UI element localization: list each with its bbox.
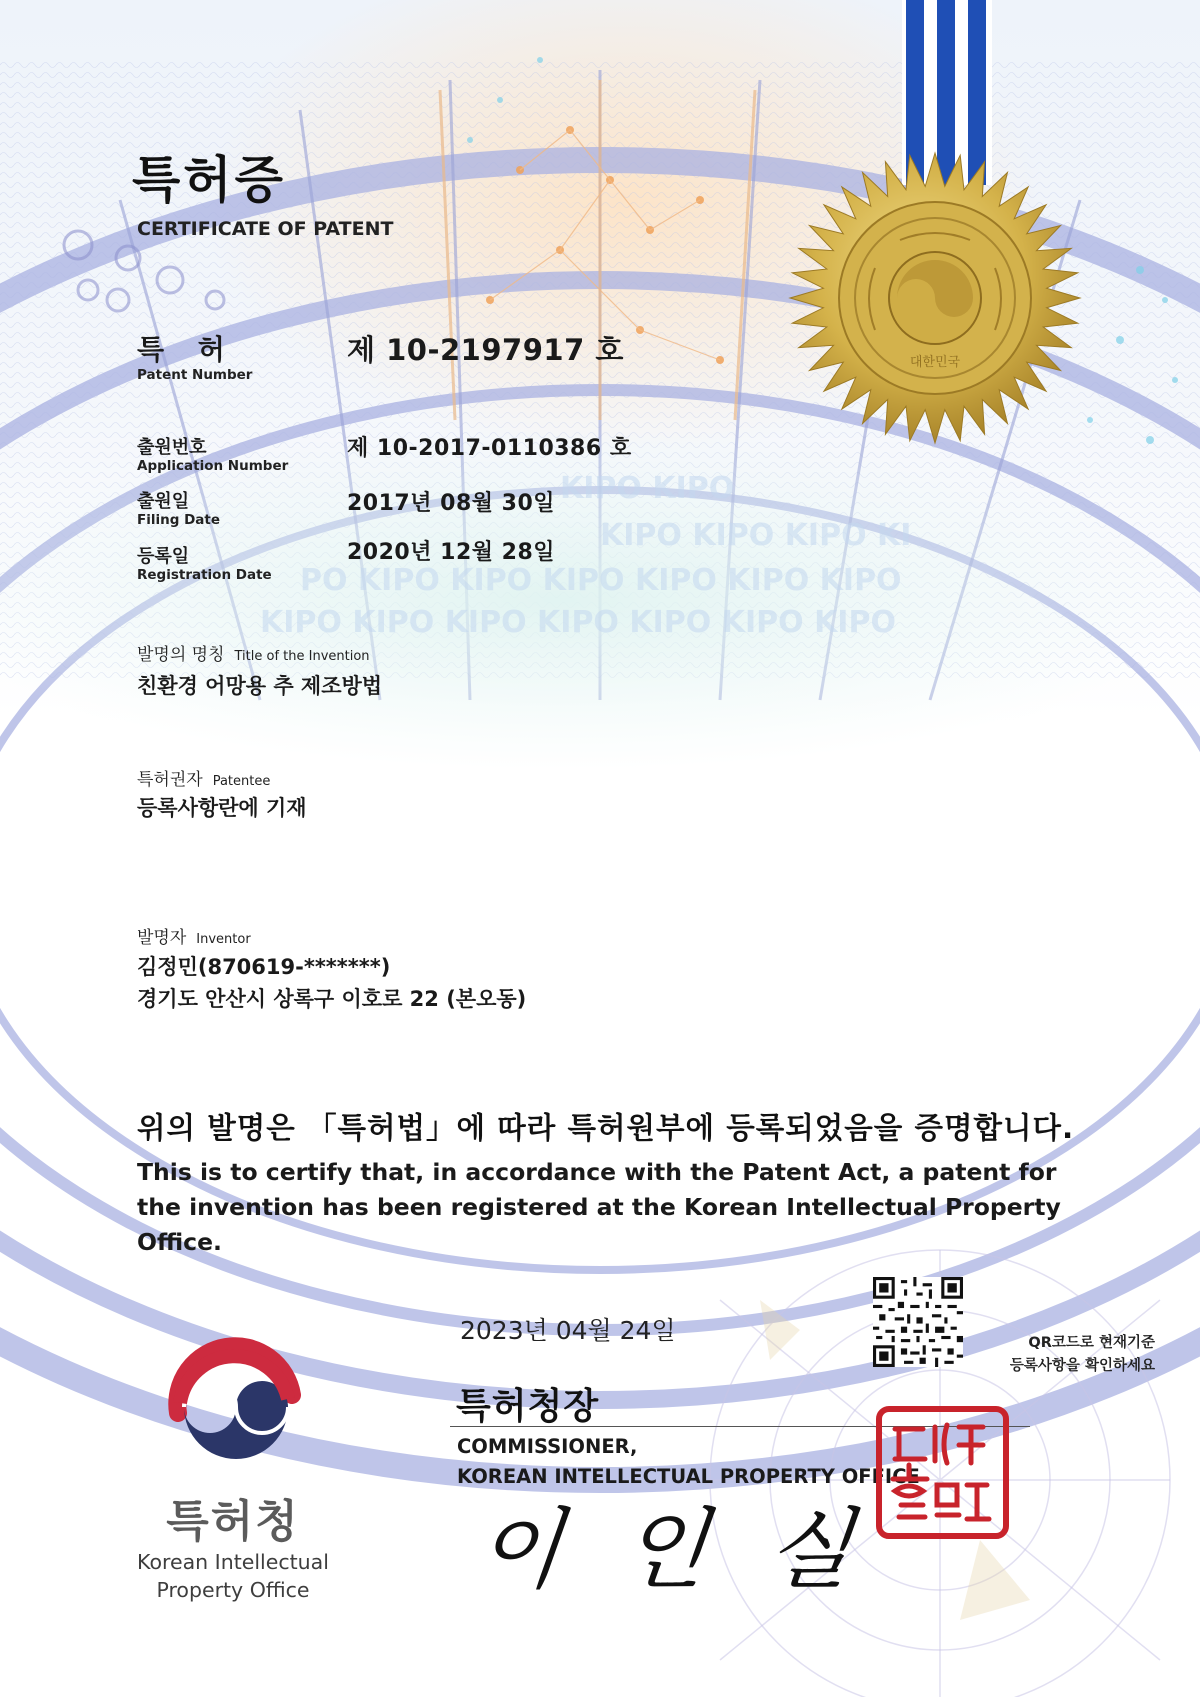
certification-statement-ko: 위의 발명은 「특허법」에 따라 특허원부에 등록되었음을 증명합니다.	[137, 1111, 1075, 1145]
filing-date-value: 2017년 08월 30일	[347, 491, 556, 516]
official-stamp-icon	[875, 1405, 1010, 1540]
inventor-name: 김정민(870619-*******)	[137, 955, 391, 979]
commissioner-title-en-line1: COMMISSIONER,	[457, 1435, 638, 1458]
inventor-address: 경기도 안산시 상록구 이호로 22 (본오동)	[137, 987, 527, 1011]
registration-date-label: 등록일	[137, 546, 190, 567]
commissioner-title-en-line2: KOREAN INTELLECTUAL PROPERTY OFFICE	[457, 1465, 920, 1488]
invention-label-en: Title of the Invention	[234, 649, 370, 664]
gold-seal-icon	[785, 148, 1085, 448]
kipo-logo-name: 특허청	[166, 1496, 300, 1547]
qr-instruction	[965, 1332, 1155, 1378]
invention-title-value: 친환경 어망용 추 제조방법	[137, 674, 383, 698]
filing-date-label: 출원일	[137, 491, 190, 512]
filing-date-label-en: Filing Date	[137, 512, 221, 528]
patent-number-label: 특 허	[137, 333, 237, 366]
certification-statement-en: This is to certify that, in accordance with the Patent Act, a patent for the invention has been registered at the Korean Intellectual Property Office.	[137, 1158, 1061, 1256]
inventor-label: 발명자	[137, 928, 187, 948]
inventor-label-en: Inventor	[196, 932, 251, 947]
kipo-logo-name-en-line1: Korean Intellectual	[137, 1550, 329, 1574]
application-number-label: 출원번호	[137, 437, 207, 458]
invention-label: 발명의 명칭	[137, 645, 225, 665]
kipo-logo-name-en	[120, 1548, 346, 1604]
kipo-taegeuk-logo-icon	[160, 1325, 308, 1473]
patentee-label: 특허권자	[137, 770, 203, 790]
commissioner-title: 특허청장	[456, 1386, 600, 1427]
application-number-value: 제 10-2017-0110386 호	[347, 436, 632, 461]
svg-text:KIPO KIPO: KIPO KIPO	[560, 471, 735, 506]
issue-date: 2023년 04월 24일	[460, 1316, 676, 1345]
patent-number-label-en: Patent Number	[137, 367, 253, 383]
registration-date-label-en: Registration Date	[137, 567, 272, 583]
seal-medal-text: 대한민국	[909, 355, 961, 370]
application-number-label-en: Application Number	[137, 458, 289, 474]
certificate-title-en: CERTIFICATE OF PATENT	[137, 218, 394, 240]
qr-instruction-line2: 등록사항을 확인하세요	[1009, 1358, 1155, 1374]
certificate-title: 특허증	[132, 151, 286, 209]
invention-label-row	[137, 640, 370, 665]
qr-instruction-line1: QR코드로 현재기준	[1028, 1335, 1155, 1351]
commissioner-signature: 이인실	[471, 1498, 918, 1601]
svg-text:PO KIPO KIPO KIPO KIPO KI: PO KIPO KIPO KIPO KIPO KIPO KIPO	[300, 563, 902, 598]
patentee-label-row	[137, 765, 270, 790]
inventor-label-row	[137, 923, 251, 948]
patentee-value: 등록사항란에 기재	[137, 796, 307, 820]
qr-code-icon[interactable]	[873, 1277, 963, 1367]
svg-text:KIPO KIPO KIPO KI: KIPO KIPO KIPO KI	[600, 518, 912, 553]
kipo-logo-name-en-line2: Property Office	[156, 1578, 310, 1602]
patent-number-value: 제 10-2197917 호	[347, 333, 624, 367]
patentee-label-en: Patentee	[212, 774, 271, 789]
svg-text:KIPO KIPO KIPO KIPO KIPO: KIPO KIPO KIPO KIPO KIPO KIPO KIPO	[260, 605, 896, 640]
registration-date-value: 2020년 12월 28일	[347, 540, 556, 565]
